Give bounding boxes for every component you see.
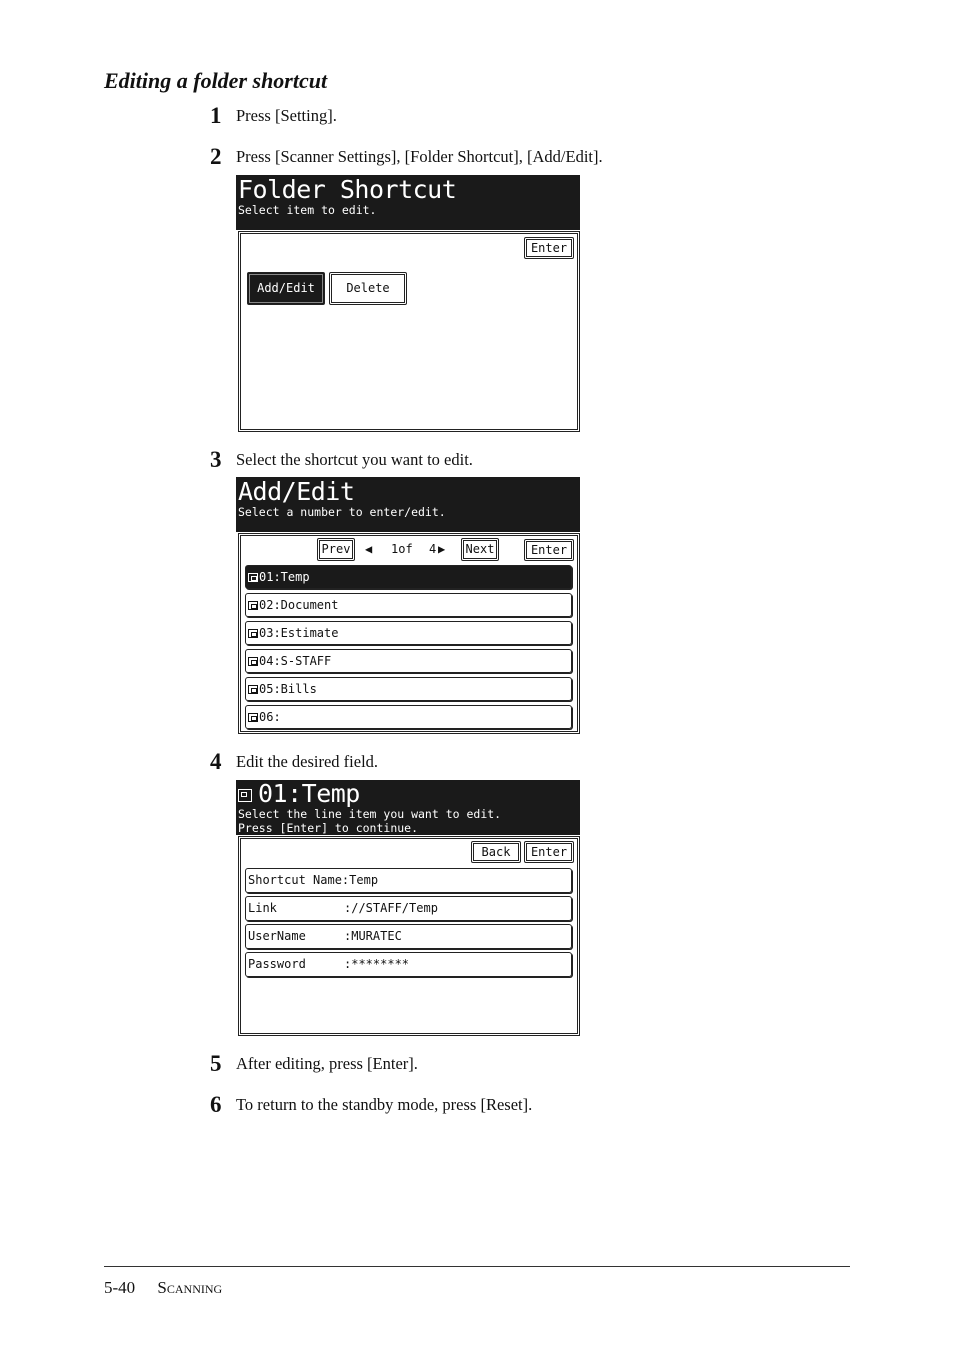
field-label: Password <box>248 957 306 971</box>
screen-header <box>236 175 580 230</box>
screen-subtitle: Select a number to enter/edit. <box>238 505 446 519</box>
enter-button[interactable]: Enter <box>524 237 574 259</box>
shortcut-item-03[interactable] <box>245 621 572 645</box>
shortcut-label: 05:Bills <box>259 682 317 696</box>
screen-body <box>238 836 580 1036</box>
screen-title: Add/Edit <box>238 477 355 506</box>
screen-title: 01:Temp <box>258 779 360 808</box>
shortcut-label: 04:S-STAFF <box>259 654 332 668</box>
folder-icon <box>248 629 258 638</box>
step-6-number: 6 <box>210 1092 222 1117</box>
screen-header <box>236 477 580 532</box>
add-edit-screen <box>236 477 580 734</box>
folder-icon <box>238 789 252 802</box>
field-label: Shortcut Name <box>248 873 342 887</box>
prev-button[interactable]: Prev <box>317 538 355 561</box>
shortcut-item-04[interactable] <box>245 649 572 673</box>
triangle-right-icon: ▶ <box>438 542 446 556</box>
screen-subtitle: Select item to edit. <box>238 203 377 217</box>
delete-button[interactable]: Delete <box>329 272 407 305</box>
screen-subtitle-1: Select the line item you want to edit. <box>238 807 502 821</box>
field-value: ******** <box>351 957 410 971</box>
shortcut-item-05[interactable] <box>245 677 572 701</box>
step-5-text: After editing, press [Enter]. <box>236 1054 418 1073</box>
field-value: //STAFF/Temp <box>351 901 438 915</box>
triangle-left-icon: ◀ <box>365 542 373 556</box>
step-1-number: 1 <box>210 103 222 128</box>
field-password[interactable]: Password :******** <box>245 952 572 977</box>
folder-icon <box>248 657 258 666</box>
enter-button[interactable]: Enter <box>524 841 574 863</box>
field-value: Temp <box>349 873 379 887</box>
field-label: Link <box>248 901 277 915</box>
folder-icon <box>248 685 258 694</box>
shortcut-label: 02:Document <box>259 598 339 612</box>
page-current: 1of <box>391 542 413 556</box>
section-name: Scanning <box>157 1278 223 1297</box>
shortcut-label: 01:Temp <box>259 570 310 584</box>
field-shortcut-name[interactable]: Shortcut Name:Temp <box>245 868 572 893</box>
field-link[interactable]: Link ://STAFF/Temp <box>245 896 572 921</box>
screen-header <box>236 780 580 835</box>
screen-body <box>238 533 580 734</box>
footer-divider <box>104 1266 850 1267</box>
field-value: MURATEC <box>351 929 402 943</box>
step-3-text: Select the shortcut you want to edit. <box>236 450 473 469</box>
folder-icon <box>248 601 258 610</box>
add-edit-button[interactable]: Add/Edit <box>247 272 325 305</box>
edit-shortcut-screen <box>236 780 580 1036</box>
shortcut-item-06[interactable] <box>245 705 572 729</box>
back-button[interactable]: Back <box>471 841 521 863</box>
screen-title-row <box>238 781 578 807</box>
screen-body <box>238 231 580 432</box>
page-footer <box>104 1278 222 1298</box>
folder-shortcut-screen <box>236 175 580 432</box>
step-4-text: Edit the desired field. <box>236 752 379 771</box>
step-4-number: 4 <box>210 749 222 774</box>
screen-subtitle-2: Press [Enter] to continue. <box>238 821 419 835</box>
field-username[interactable]: UserName :MURATEC <box>245 924 572 949</box>
step-1-text: Press [Setting]. <box>236 106 337 125</box>
enter-button[interactable]: Enter <box>524 539 574 561</box>
folder-icon <box>248 713 258 722</box>
step-3-number: 3 <box>210 447 222 472</box>
shortcut-item-02[interactable] <box>245 593 572 617</box>
step-5-number: 5 <box>210 1051 222 1076</box>
page-total: 4 <box>429 542 437 556</box>
next-button[interactable]: Next <box>461 538 499 561</box>
folder-icon <box>248 573 258 582</box>
step-2-text: Press [Scanner Settings], [Folder Shortcut], [Add/Edit]. <box>236 147 603 166</box>
shortcut-label: 06: <box>259 710 281 724</box>
step-2-number: 2 <box>210 144 222 169</box>
field-label: UserName <box>248 929 306 943</box>
page-number: 5-40 <box>104 1278 136 1297</box>
shortcut-item-01[interactable] <box>245 565 572 589</box>
step-6-text: To return to the standby mode, press [Reset]. <box>236 1095 533 1114</box>
shortcut-label: 03:Estimate <box>259 626 339 640</box>
screen-title: Folder Shortcut <box>238 175 457 204</box>
section-title: Editing a folder shortcut <box>104 68 328 93</box>
